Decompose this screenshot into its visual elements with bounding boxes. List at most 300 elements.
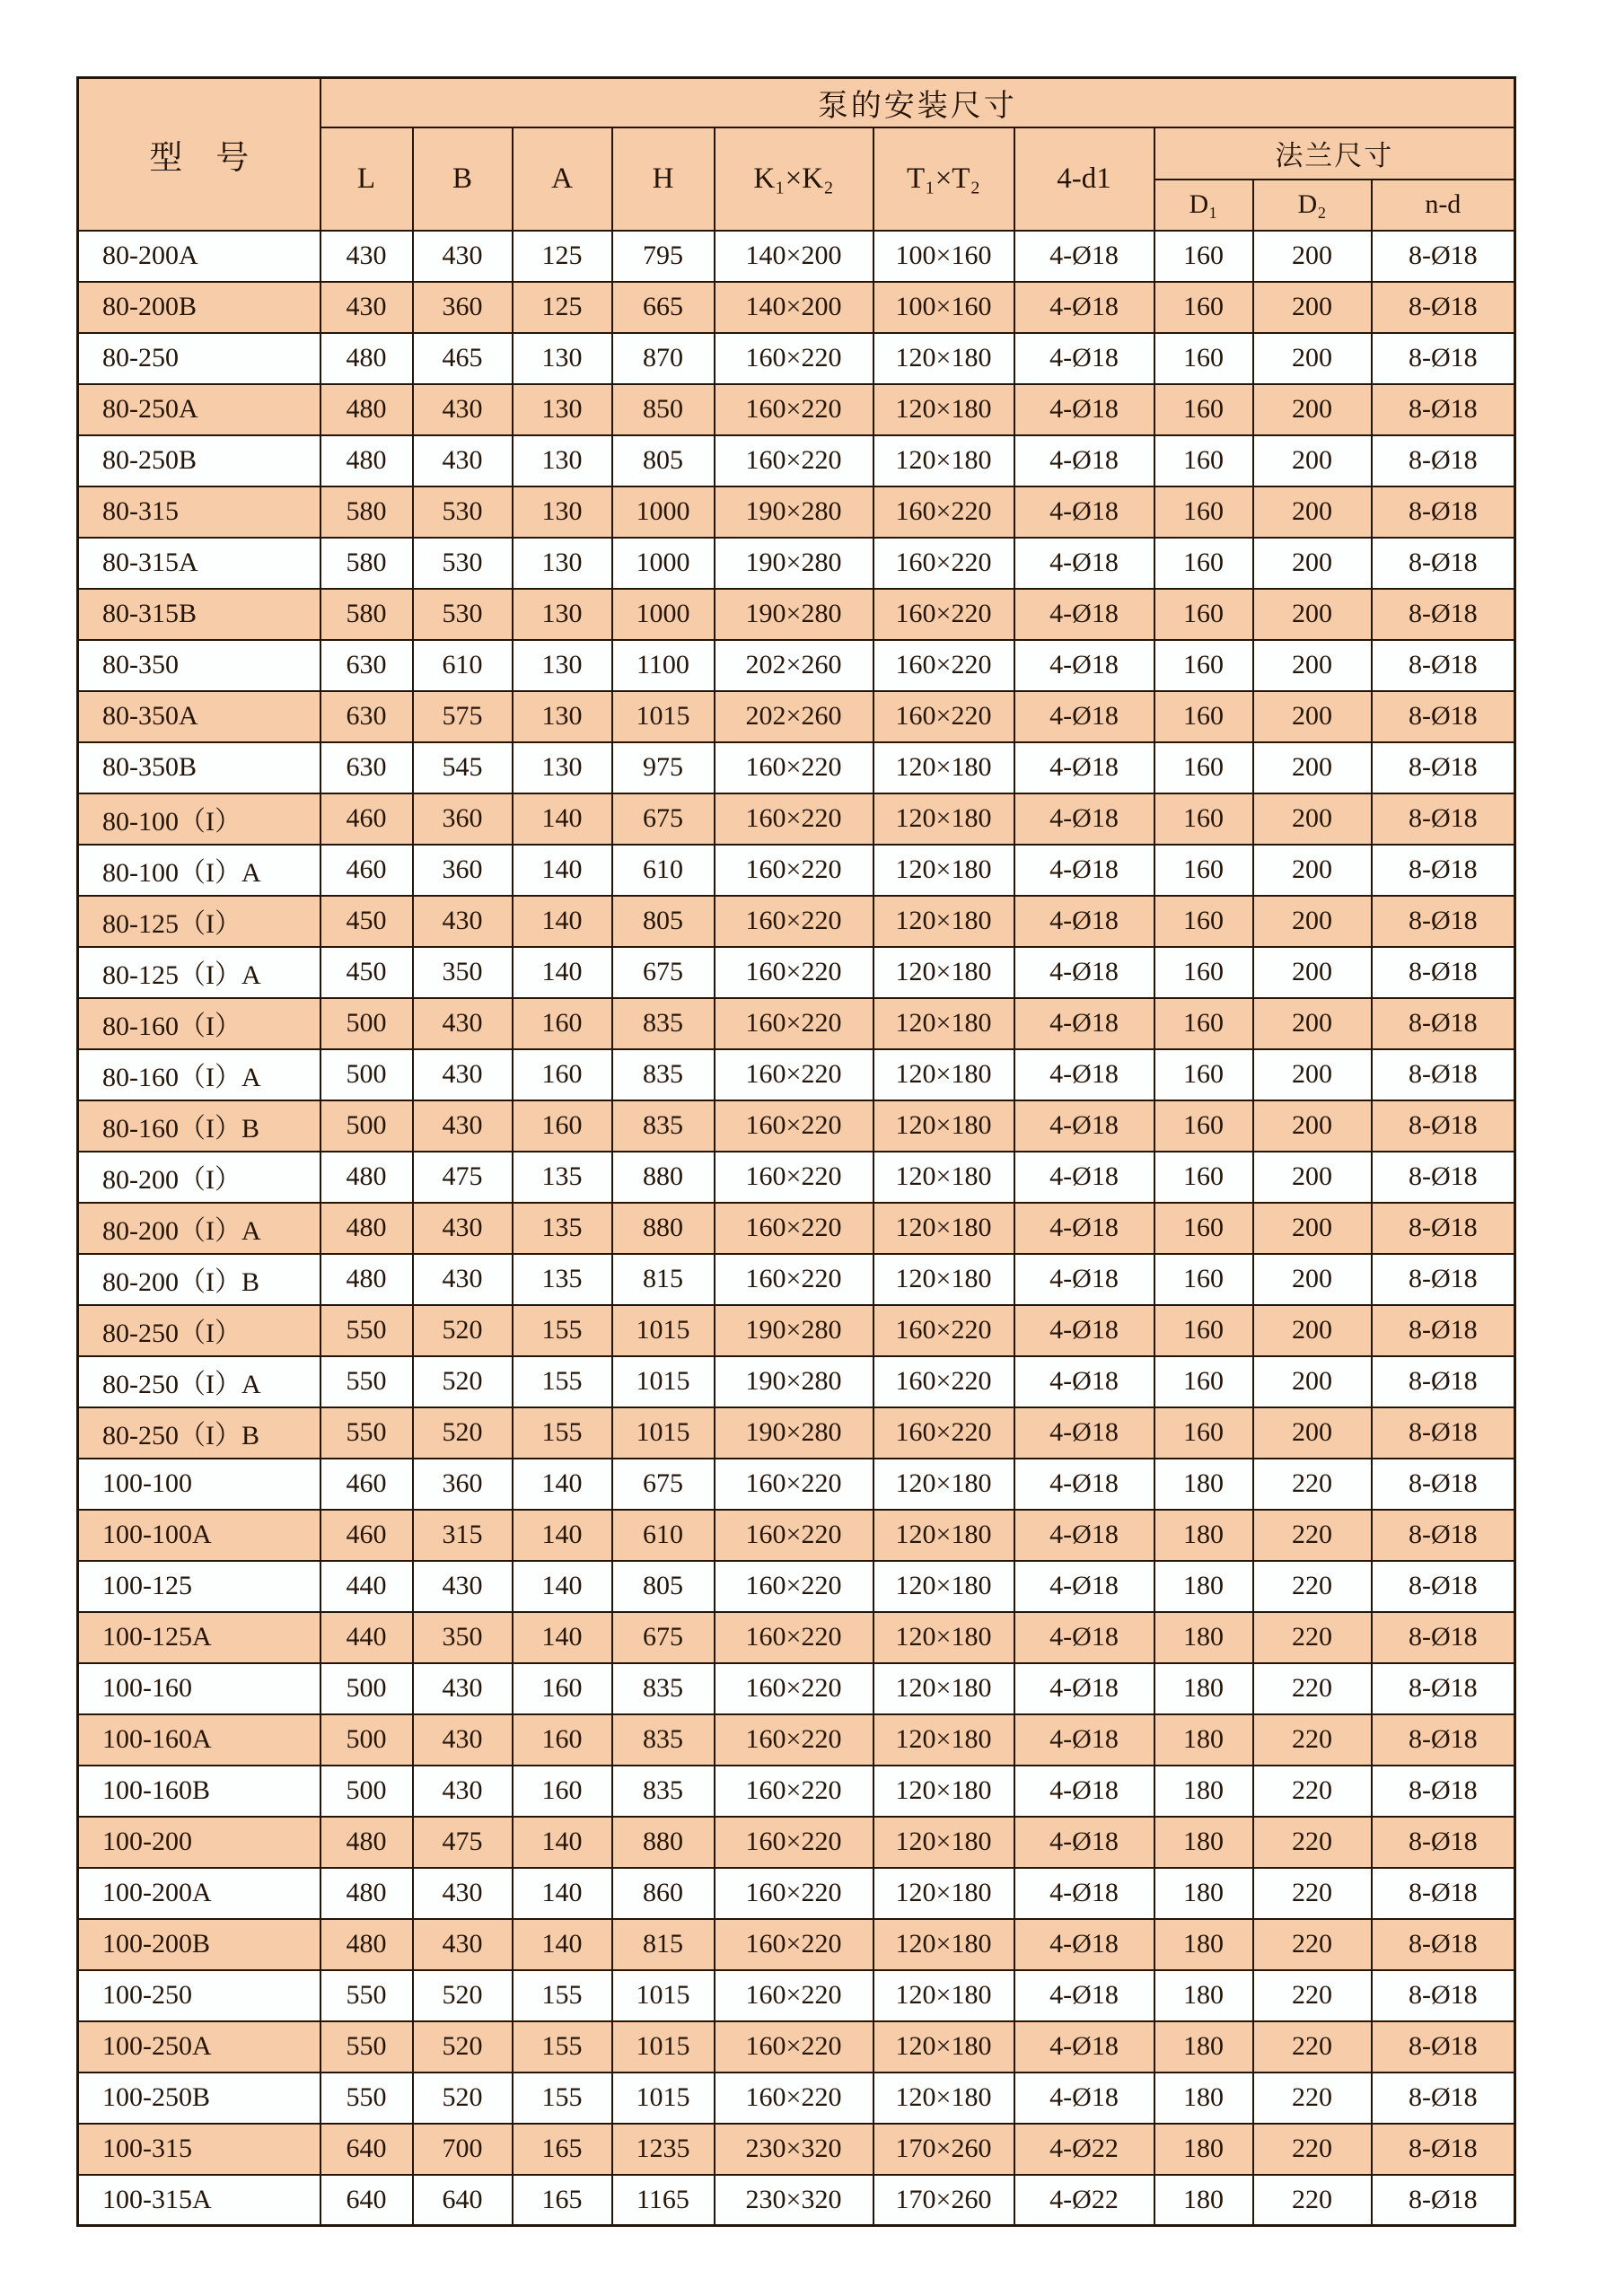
- value-cell: 140: [513, 896, 612, 947]
- value-cell: 200: [1253, 640, 1372, 691]
- value-cell: 480: [320, 333, 413, 384]
- value-cell: 160: [1154, 947, 1253, 998]
- value-cell: 120×180: [873, 1254, 1014, 1305]
- value-cell: 8-Ø18: [1372, 1203, 1515, 1254]
- table-row: [78, 1970, 1515, 2021]
- value-cell: 130: [513, 538, 612, 589]
- value-cell: 1000: [612, 486, 715, 538]
- value-cell: 200: [1253, 435, 1372, 486]
- value-cell: 430: [413, 231, 513, 282]
- value-cell: 8-Ø18: [1372, 486, 1515, 538]
- value-cell: 610: [612, 845, 715, 896]
- value-cell: 160: [1154, 435, 1253, 486]
- value-cell: 475: [413, 1817, 513, 1868]
- table-row: [78, 2175, 1515, 2226]
- value-cell: 8-Ø18: [1372, 1152, 1515, 1203]
- value-cell: 220: [1253, 1510, 1372, 1561]
- value-cell: 450: [320, 947, 413, 998]
- value-cell: 160×220: [715, 384, 873, 435]
- value-cell: 180: [1154, 2175, 1253, 2226]
- value-cell: 220: [1253, 1868, 1372, 1919]
- model-cell: 80-200（I）B: [78, 1254, 320, 1305]
- value-cell: 1100: [612, 640, 715, 691]
- value-cell: 160: [1154, 640, 1253, 691]
- value-cell: 220: [1253, 1766, 1372, 1817]
- value-cell: 220: [1253, 2124, 1372, 2175]
- value-cell: 700: [413, 2124, 513, 2175]
- value-cell: 630: [320, 691, 413, 742]
- value-cell: 155: [513, 1305, 612, 1356]
- value-cell: 550: [320, 2073, 413, 2124]
- value-cell: 500: [320, 998, 413, 1049]
- value-cell: 460: [320, 1510, 413, 1561]
- header-col-T1xT2: T₁×T₂: [873, 127, 1014, 231]
- value-cell: 815: [612, 1254, 715, 1305]
- value-cell: 4-Ø18: [1014, 384, 1154, 435]
- value-cell: 4-Ø18: [1014, 998, 1154, 1049]
- value-cell: 120×180: [873, 1152, 1014, 1203]
- value-cell: 160×220: [715, 2021, 873, 2073]
- value-cell: 200: [1253, 1407, 1372, 1459]
- value-cell: 4-Ø18: [1014, 1459, 1154, 1510]
- value-cell: 4-Ø18: [1014, 1817, 1154, 1868]
- value-cell: 120×180: [873, 1510, 1014, 1561]
- table-row: [78, 742, 1515, 793]
- model-cell: 80-250（I）B: [78, 1407, 320, 1459]
- value-cell: 155: [513, 1356, 612, 1407]
- value-cell: 550: [320, 1970, 413, 2021]
- table-header: [78, 78, 1515, 231]
- value-cell: 230×320: [715, 2124, 873, 2175]
- value-cell: 675: [612, 1612, 715, 1663]
- value-cell: 160×220: [715, 1203, 873, 1254]
- header-model: 型 号: [78, 78, 320, 231]
- table-row: [78, 486, 1515, 538]
- value-cell: 4-Ø18: [1014, 435, 1154, 486]
- value-cell: 8-Ø18: [1372, 1766, 1515, 1817]
- value-cell: 805: [612, 435, 715, 486]
- model-cell: 80-250B: [78, 435, 320, 486]
- value-cell: 4-Ø18: [1014, 1612, 1154, 1663]
- value-cell: 640: [413, 2175, 513, 2226]
- value-cell: 160: [513, 1766, 612, 1817]
- value-cell: 1015: [612, 1356, 715, 1407]
- value-cell: 140×200: [715, 231, 873, 282]
- value-cell: 180: [1154, 1459, 1253, 1510]
- value-cell: 4-Ø18: [1014, 1919, 1154, 1970]
- value-cell: 360: [413, 793, 513, 845]
- table-row: [78, 1561, 1515, 1612]
- value-cell: 160×220: [715, 742, 873, 793]
- value-cell: 200: [1253, 538, 1372, 589]
- value-cell: 430: [413, 1919, 513, 1970]
- table-row: [78, 435, 1515, 486]
- value-cell: 160×220: [715, 1970, 873, 2021]
- value-cell: 135: [513, 1203, 612, 1254]
- value-cell: 4-Ø22: [1014, 2124, 1154, 2175]
- value-cell: 200: [1253, 1100, 1372, 1152]
- value-cell: 160×220: [873, 1356, 1014, 1407]
- value-cell: 120×180: [873, 998, 1014, 1049]
- value-cell: 160×220: [715, 1817, 873, 1868]
- value-cell: 120×180: [873, 1817, 1014, 1868]
- value-cell: 100×160: [873, 231, 1014, 282]
- value-cell: 220: [1253, 1919, 1372, 1970]
- model-cell: 80-200B: [78, 282, 320, 333]
- value-cell: 4-Ø18: [1014, 2073, 1154, 2124]
- model-cell: 80-100（I）A: [78, 845, 320, 896]
- value-cell: 130: [513, 486, 612, 538]
- value-cell: 480: [320, 435, 413, 486]
- model-cell: 80-160（I）: [78, 998, 320, 1049]
- value-cell: 200: [1253, 589, 1372, 640]
- value-cell: 8-Ø18: [1372, 1407, 1515, 1459]
- value-cell: 160×220: [715, 1919, 873, 1970]
- value-cell: 8-Ø18: [1372, 538, 1515, 589]
- value-cell: 190×280: [715, 589, 873, 640]
- model-cell: 100-100: [78, 1459, 320, 1510]
- value-cell: 140: [513, 1612, 612, 1663]
- value-cell: 180: [1154, 1817, 1253, 1868]
- value-cell: 180: [1154, 1766, 1253, 1817]
- value-cell: 160×220: [715, 1663, 873, 1714]
- value-cell: 180: [1154, 2021, 1253, 2073]
- value-cell: 460: [320, 1459, 413, 1510]
- value-cell: 460: [320, 845, 413, 896]
- value-cell: 8-Ø18: [1372, 793, 1515, 845]
- value-cell: 160×220: [715, 998, 873, 1049]
- value-cell: 180: [1154, 1612, 1253, 1663]
- value-cell: 520: [413, 1970, 513, 2021]
- value-cell: 220: [1253, 1612, 1372, 1663]
- value-cell: 160: [1154, 384, 1253, 435]
- value-cell: 430: [413, 1663, 513, 1714]
- value-cell: 480: [320, 1817, 413, 1868]
- value-cell: 4-Ø18: [1014, 1970, 1154, 2021]
- header-col-4-d1: 4-d1: [1014, 127, 1154, 231]
- value-cell: 8-Ø18: [1372, 1663, 1515, 1714]
- header-flange-dimensions: 法兰尺寸: [1154, 127, 1515, 180]
- value-cell: 360: [413, 282, 513, 333]
- table-row: [78, 947, 1515, 998]
- table-row: [78, 640, 1515, 691]
- model-cell: 80-100（I）: [78, 793, 320, 845]
- header-col-L: L: [320, 127, 413, 231]
- value-cell: 160: [1154, 742, 1253, 793]
- value-cell: 155: [513, 2073, 612, 2124]
- value-cell: 165: [513, 2175, 612, 2226]
- value-cell: 180: [1154, 1663, 1253, 1714]
- model-cell: 100-125A: [78, 1612, 320, 1663]
- value-cell: 675: [612, 793, 715, 845]
- value-cell: 170×260: [873, 2124, 1014, 2175]
- value-cell: 180: [1154, 1561, 1253, 1612]
- value-cell: 580: [320, 589, 413, 640]
- table-row: [78, 2021, 1515, 2073]
- value-cell: 160: [513, 1100, 612, 1152]
- value-cell: 160×220: [715, 1254, 873, 1305]
- value-cell: 8-Ø18: [1372, 1714, 1515, 1766]
- value-cell: 460: [320, 793, 413, 845]
- value-cell: 140: [513, 845, 612, 896]
- value-cell: 160: [1154, 538, 1253, 589]
- table-row: [78, 589, 1515, 640]
- table-row: [78, 1356, 1515, 1407]
- value-cell: 160: [1154, 1203, 1253, 1254]
- value-cell: 160×220: [873, 640, 1014, 691]
- value-cell: 610: [413, 640, 513, 691]
- value-cell: 140: [513, 1868, 612, 1919]
- value-cell: 580: [320, 486, 413, 538]
- table-row: [78, 1510, 1515, 1561]
- value-cell: 8-Ø18: [1372, 691, 1515, 742]
- value-cell: 160×220: [715, 947, 873, 998]
- value-cell: 120×180: [873, 1561, 1014, 1612]
- value-cell: 805: [612, 896, 715, 947]
- value-cell: 430: [413, 384, 513, 435]
- value-cell: 160: [1154, 1254, 1253, 1305]
- header-install-dimensions: 泵的安装尺寸: [320, 78, 1515, 127]
- value-cell: 160: [1154, 1100, 1253, 1152]
- value-cell: 430: [413, 998, 513, 1049]
- value-cell: 4-Ø18: [1014, 640, 1154, 691]
- value-cell: 8-Ø18: [1372, 845, 1515, 896]
- value-cell: 480: [320, 384, 413, 435]
- value-cell: 125: [513, 282, 612, 333]
- value-cell: 4-Ø18: [1014, 742, 1154, 793]
- value-cell: 135: [513, 1254, 612, 1305]
- value-cell: 8-Ø18: [1372, 1510, 1515, 1561]
- value-cell: 120×180: [873, 1100, 1014, 1152]
- value-cell: 1015: [612, 1407, 715, 1459]
- table-row: [78, 282, 1515, 333]
- value-cell: 8-Ø18: [1372, 742, 1515, 793]
- value-cell: 130: [513, 384, 612, 435]
- value-cell: 200: [1253, 947, 1372, 998]
- table-row: [78, 998, 1515, 1049]
- value-cell: 200: [1253, 691, 1372, 742]
- value-cell: 8-Ø18: [1372, 1100, 1515, 1152]
- table-row: [78, 1407, 1515, 1459]
- value-cell: 8-Ø18: [1372, 1561, 1515, 1612]
- model-cell: 80-125（I）: [78, 896, 320, 947]
- value-cell: 850: [612, 384, 715, 435]
- value-cell: 430: [413, 435, 513, 486]
- value-cell: 160×220: [715, 1612, 873, 1663]
- table-row: [78, 1612, 1515, 1663]
- value-cell: 430: [413, 896, 513, 947]
- value-cell: 440: [320, 1612, 413, 1663]
- model-cell: 80-315A: [78, 538, 320, 589]
- value-cell: 8-Ø18: [1372, 2021, 1515, 2073]
- value-cell: 815: [612, 1919, 715, 1970]
- value-cell: 230×320: [715, 2175, 873, 2226]
- value-cell: 1015: [612, 1970, 715, 2021]
- value-cell: 795: [612, 231, 715, 282]
- value-cell: 220: [1253, 1561, 1372, 1612]
- model-cell: 80-160（I）A: [78, 1049, 320, 1100]
- value-cell: 430: [413, 1868, 513, 1919]
- value-cell: 675: [612, 947, 715, 998]
- value-cell: 8-Ø18: [1372, 1254, 1515, 1305]
- value-cell: 160: [1154, 1152, 1253, 1203]
- value-cell: 180: [1154, 2124, 1253, 2175]
- value-cell: 8-Ø18: [1372, 896, 1515, 947]
- value-cell: 500: [320, 1714, 413, 1766]
- value-cell: 4-Ø18: [1014, 1203, 1154, 1254]
- value-cell: 4-Ø18: [1014, 1152, 1154, 1203]
- table-row: [78, 2124, 1515, 2175]
- value-cell: 835: [612, 1049, 715, 1100]
- model-cell: 80-250（I）: [78, 1305, 320, 1356]
- value-cell: 1015: [612, 1305, 715, 1356]
- value-cell: 160×220: [715, 793, 873, 845]
- value-cell: 200: [1253, 231, 1372, 282]
- value-cell: 160: [513, 998, 612, 1049]
- header-row-1: [78, 78, 1515, 127]
- value-cell: 4-Ø18: [1014, 1305, 1154, 1356]
- value-cell: 160: [1154, 231, 1253, 282]
- value-cell: 8-Ø18: [1372, 282, 1515, 333]
- value-cell: 1235: [612, 2124, 715, 2175]
- value-cell: 610: [612, 1510, 715, 1561]
- value-cell: 160: [1154, 896, 1253, 947]
- value-cell: 160: [1154, 998, 1253, 1049]
- value-cell: 8-Ø18: [1372, 589, 1515, 640]
- value-cell: 120×180: [873, 1714, 1014, 1766]
- value-cell: 430: [413, 1714, 513, 1766]
- value-cell: 120×180: [873, 2021, 1014, 2073]
- value-cell: 530: [413, 538, 513, 589]
- model-cell: 80-125（I）A: [78, 947, 320, 998]
- model-cell: 80-250: [78, 333, 320, 384]
- value-cell: 160: [513, 1049, 612, 1100]
- value-cell: 4-Ø18: [1014, 1100, 1154, 1152]
- value-cell: 550: [320, 2021, 413, 2073]
- table-row: [78, 1459, 1515, 1510]
- value-cell: 220: [1253, 1817, 1372, 1868]
- value-cell: 160: [1154, 1049, 1253, 1100]
- table-row: [78, 1100, 1515, 1152]
- table-row: [78, 1868, 1515, 1919]
- table-row: [78, 1305, 1515, 1356]
- value-cell: 120×180: [873, 947, 1014, 998]
- value-cell: 8-Ø18: [1372, 2124, 1515, 2175]
- model-cell: 100-200: [78, 1817, 320, 1868]
- value-cell: 4-Ø18: [1014, 1766, 1154, 1817]
- value-cell: 200: [1253, 1305, 1372, 1356]
- value-cell: 520: [413, 2073, 513, 2124]
- value-cell: 4-Ø18: [1014, 282, 1154, 333]
- value-cell: 835: [612, 1714, 715, 1766]
- table-row: [78, 1766, 1515, 1817]
- value-cell: 200: [1253, 998, 1372, 1049]
- value-cell: 835: [612, 1663, 715, 1714]
- value-cell: 975: [612, 742, 715, 793]
- value-cell: 550: [320, 1407, 413, 1459]
- header-col-n-d: n-d: [1372, 180, 1515, 231]
- value-cell: 480: [320, 1919, 413, 1970]
- model-cell: 80-315: [78, 486, 320, 538]
- value-cell: 480: [320, 1203, 413, 1254]
- value-cell: 4-Ø18: [1014, 2021, 1154, 2073]
- value-cell: 160×220: [715, 1561, 873, 1612]
- value-cell: 4-Ø22: [1014, 2175, 1154, 2226]
- model-cell: 100-160B: [78, 1766, 320, 1817]
- value-cell: 220: [1253, 1663, 1372, 1714]
- value-cell: 8-Ø18: [1372, 1459, 1515, 1510]
- value-cell: 160: [1154, 486, 1253, 538]
- value-cell: 120×180: [873, 1203, 1014, 1254]
- table-row: [78, 1663, 1515, 1714]
- value-cell: 350: [413, 1612, 513, 1663]
- model-cell: 100-125: [78, 1561, 320, 1612]
- value-cell: 200: [1253, 384, 1372, 435]
- value-cell: 220: [1253, 1970, 1372, 2021]
- table-row: [78, 1714, 1515, 1766]
- value-cell: 1015: [612, 691, 715, 742]
- value-cell: 160×220: [873, 1407, 1014, 1459]
- value-cell: 880: [612, 1152, 715, 1203]
- value-cell: 200: [1253, 1049, 1372, 1100]
- value-cell: 430: [413, 1100, 513, 1152]
- model-cell: 100-160: [78, 1663, 320, 1714]
- value-cell: 120×180: [873, 742, 1014, 793]
- value-cell: 8-Ø18: [1372, 947, 1515, 998]
- value-cell: 350: [413, 947, 513, 998]
- value-cell: 220: [1253, 1714, 1372, 1766]
- value-cell: 4-Ø18: [1014, 793, 1154, 845]
- value-cell: 160×220: [715, 1868, 873, 1919]
- value-cell: 160×220: [715, 333, 873, 384]
- model-cell: 80-350B: [78, 742, 320, 793]
- value-cell: 160×220: [873, 486, 1014, 538]
- value-cell: 665: [612, 282, 715, 333]
- value-cell: 160×220: [715, 1714, 873, 1766]
- value-cell: 580: [320, 538, 413, 589]
- value-cell: 640: [320, 2124, 413, 2175]
- table-row: [78, 845, 1515, 896]
- table-row: [78, 1203, 1515, 1254]
- header-col-D2: D₂: [1253, 180, 1372, 231]
- value-cell: 100×160: [873, 282, 1014, 333]
- value-cell: 140: [513, 1510, 612, 1561]
- value-cell: 835: [612, 998, 715, 1049]
- value-cell: 4-Ø18: [1014, 486, 1154, 538]
- value-cell: 160×220: [715, 1100, 873, 1152]
- value-cell: 200: [1253, 1203, 1372, 1254]
- value-cell: 190×280: [715, 486, 873, 538]
- model-cell: 100-100A: [78, 1510, 320, 1561]
- value-cell: 475: [413, 1152, 513, 1203]
- value-cell: 160: [1154, 691, 1253, 742]
- value-cell: 4-Ø18: [1014, 1356, 1154, 1407]
- value-cell: 360: [413, 1459, 513, 1510]
- value-cell: 465: [413, 333, 513, 384]
- model-cell: 100-200A: [78, 1868, 320, 1919]
- value-cell: 630: [320, 742, 413, 793]
- value-cell: 1165: [612, 2175, 715, 2226]
- model-cell: 80-200A: [78, 231, 320, 282]
- value-cell: 4-Ø18: [1014, 1663, 1154, 1714]
- header-col-D1: D₁: [1154, 180, 1253, 231]
- value-cell: 120×180: [873, 1459, 1014, 1510]
- table-row: [78, 1152, 1515, 1203]
- value-cell: 120×180: [873, 1612, 1014, 1663]
- value-cell: 200: [1253, 486, 1372, 538]
- value-cell: 140: [513, 1817, 612, 1868]
- value-cell: 130: [513, 589, 612, 640]
